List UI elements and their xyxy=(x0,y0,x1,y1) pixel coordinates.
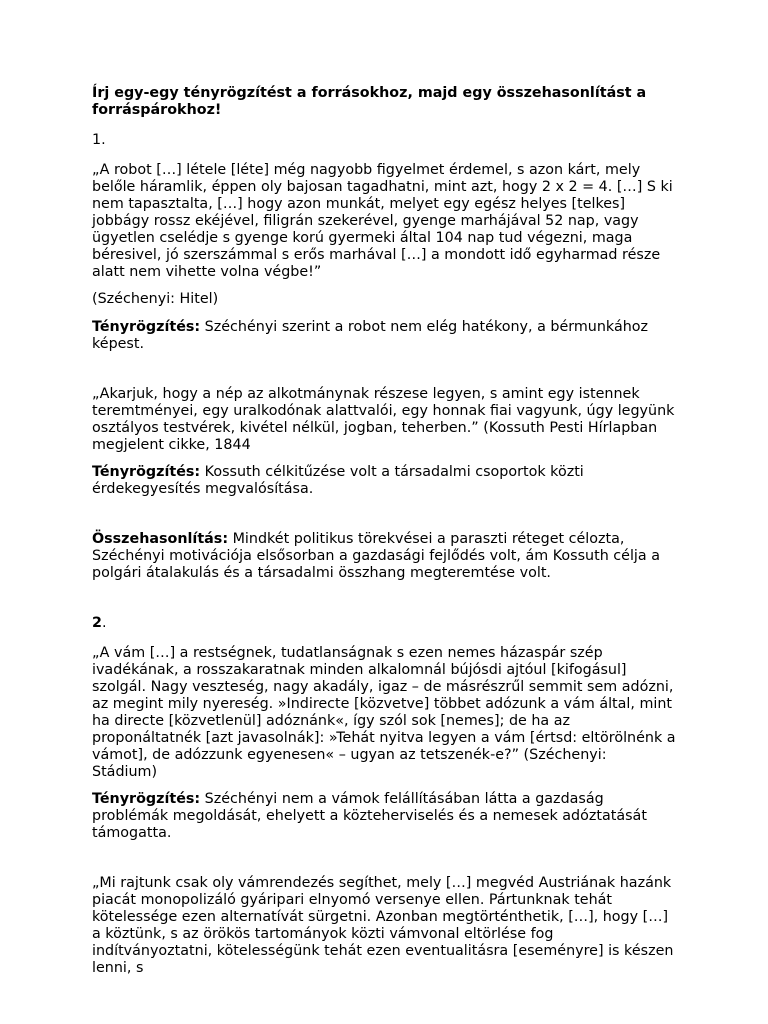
section-2-quote-kossuth: „Mi rajtunk csak oly vámrendezés segíthet, mely […] megvéd Austriának hazánk piacát monopolizáló gyáripari elnyomó versenye ellen. Pártunknak tehát kötelessége ezen alternatívát sürgetni. Azonban megtörténthetik, […], hogy […] a köztünk, s az örökös tartományok közti vámvonal eltörlése fog indítványoztatni, kötelességünk tehát ezen eventualitásra [eseményre] is készen lenni, s xyxy=(92,875,674,976)
section-1-source: (Széchenyi: Hitel) xyxy=(92,291,219,307)
section-2-number xyxy=(92,615,676,632)
fact-label: Tényrögzítés: xyxy=(92,319,201,335)
spacer xyxy=(92,498,676,531)
section-1-quote-szechenyi: „A robot […] létele [léte] még nagyobb figyelmet érdemel, s azon kárt, mely belőle háramlik, éppen oly bajosan tagadhatni, mint azt, hogy 2 x 2 = 4. […] S ki nem tapasztalta, […] hogy azon munkát, melyet egy egész helyes [telkes] jobbágy rossz ekéjével, filigrán szekerével, gyenge marhájával 52 nap, vagy ügyetlen cselédje s gyenge korú gyermeki által 104 nap tud végezni, maga béresivel, jó szerszámmal s erős marhával […] a mondott idő egyharmad része alatt nem vihette volna végbe!” xyxy=(92,162,673,280)
spacer xyxy=(92,582,676,615)
section-1-quote-kossuth: „Akarjuk, hogy a nép az alkotmánynak részese legyen, s amint egy istennek teremtményei, egy uralkodónak alattvalói, egy honnak fiai vagyunk, úgy legyünk osztályos testvérek, kivétel nélkül, jogban, teherben.” (Kossuth Pesti Hírlapban megjelent cikke, 1844 xyxy=(92,386,675,453)
section-2-number-dot: . xyxy=(101,615,107,631)
fact-label: Tényrögzítés: xyxy=(92,791,201,807)
section-1-number: 1. xyxy=(92,132,106,148)
spacer xyxy=(92,842,676,875)
section-2-fact-szechenyi xyxy=(92,791,676,842)
fact-text: Széchényi nem a vámok felállításában látta a gazdaság problémák megoldását, ehelyett a közteherviselés és a nemesek adóztatását támogatta. xyxy=(92,791,647,841)
section-2-number-digit: 2 xyxy=(92,615,102,631)
document-title: Írj egy-egy tényrögzítést a forrásokhoz, majd egy összehasonlítást a forráspárokhoz! xyxy=(92,85,647,118)
section-1-fact-kossuth xyxy=(92,464,676,498)
section-1-fact-szechenyi xyxy=(92,319,676,353)
fact-text: Kossuth célkitűzése volt a társadalmi csoportok közti érdekegyesítés megvalósítása. xyxy=(92,464,584,497)
comparison-label: Összehasonlítás: xyxy=(92,531,229,547)
fact-text: Széchényi szerint a robot nem elég hatékony, a bérmunkához képest. xyxy=(92,319,649,352)
section-1-comparison xyxy=(92,531,676,582)
section-2-quote-szechenyi: „A vám […] a restségnek, tudatlanságnak s ezen nemes házaspár szép ivadékának, a rosszakaratnak minden alkalomnál bújósdi ajtóul [kifogásul] szolgál. Nagy veszteség, nagy akadály, igaz – de másrészrűl semmit sem adózni, az megint mily nyereség. »Indirecte [közvetve] többet adózunk a vám által, mint ha directe [közvetlenül] adóznánk«, így szól sok [nemes]; de ha az proponáltatnék [azt javasolnák]: »Tehát nyitva legyen a vám [értsd: eltörölnénk a vámot], de adózzunk egyenesen« – ugyan az tetszenék-e?” (Széchenyi: Stádium) xyxy=(92,645,676,780)
fact-label: Tényrögzítés: xyxy=(92,464,201,480)
spacer xyxy=(92,353,676,386)
comparison-text: Mindkét politikus törekvései a paraszti réteget célozta, Széchényi motivációja elsősorban a gazdasági fejlődés volt, ám Kossuth célja a polgári átalakulás és a társadalmi összhang megteremtése volt. xyxy=(92,531,660,581)
